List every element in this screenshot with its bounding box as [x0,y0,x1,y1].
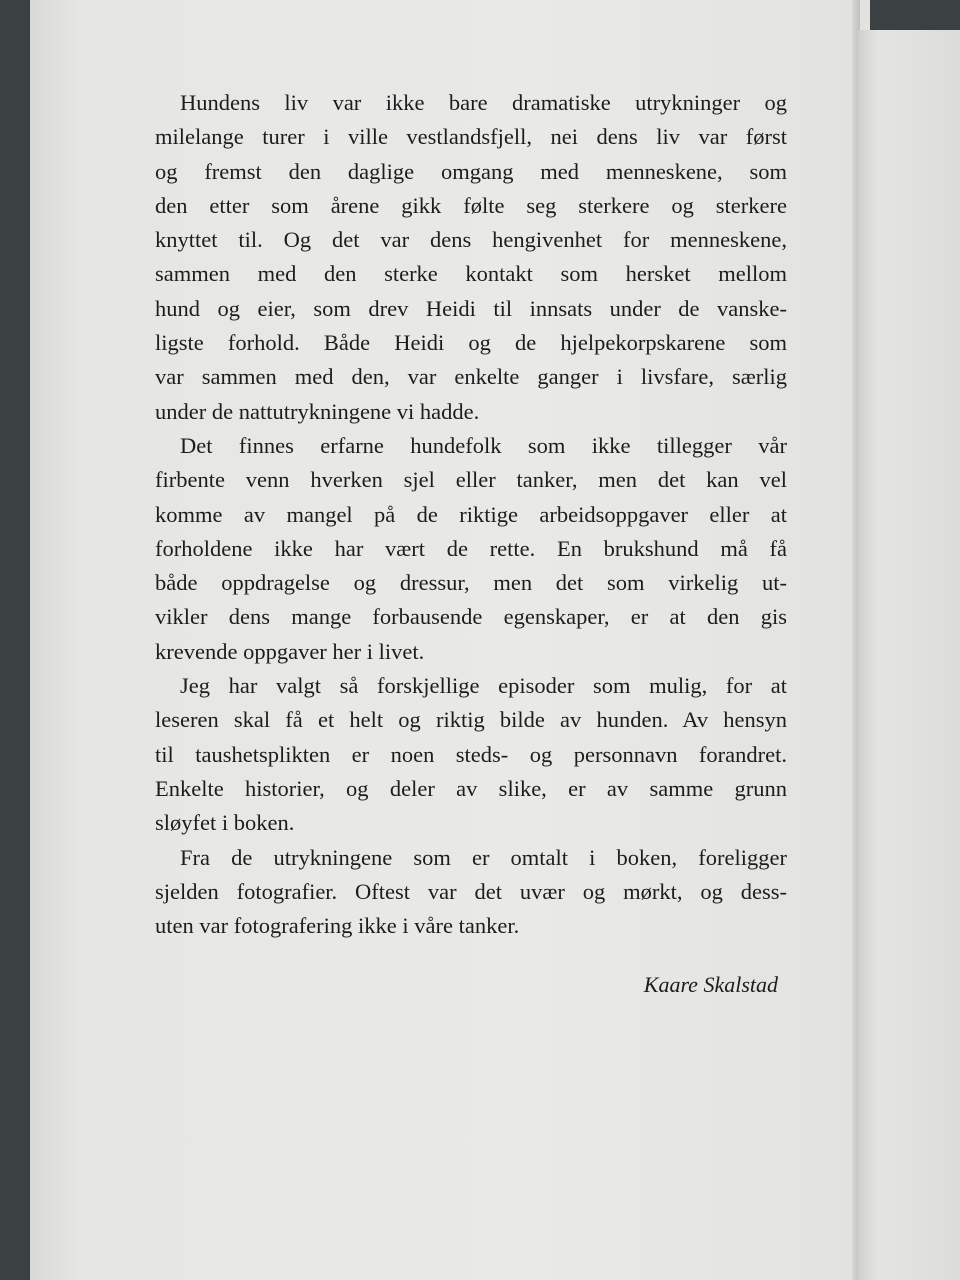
text-line: Jeg har valgt så forskjellige episoder som mulig, for at [180,673,787,699]
body-text [155,86,787,943]
text-line: hund og eier, som drev Heidi til innsats under de vanske- [155,295,787,321]
text-line: var sammen med den, var enkelte ganger i livsfare, særlig [155,364,787,390]
text-line: milelange turer i ville vestlandsfjell, nei dens liv var først [155,124,787,150]
text-line: Hundens liv var ikke bare dramatiske utrykninger og [180,90,787,115]
text-line: både oppdragelse og dressur, men det som virkelig ut- [155,570,787,596]
page-edges [858,30,960,1280]
text-line: den etter som årene gikk følte seg sterkere og sterkere [155,192,787,218]
text-line: uten var fotografering ikke i våre tanker. [155,913,520,939]
paragraph-4 [155,841,787,944]
text-line: Fra de utrykningene som er omtalt i boken, foreligger [180,844,787,870]
text-line: under de nattutrykningene vi hadde. [155,398,480,424]
text-line: komme av mangel på de riktige arbeidsoppgaver eller at [155,501,787,527]
text-line: vikler dens mange forbausende egenskaper, er at den gis [155,604,787,630]
text-line: til taushetsplikten er noen steds- og personnavn forandret. [155,741,787,767]
author-signature: Kaare Skalstad [643,972,778,997]
paragraph-2 [155,429,787,669]
text-line: og fremst den daglige omgang med menneskene, som [155,158,787,184]
text-line: Enkelte historier, og deler av slike, er av samme grunn [155,775,787,801]
paragraph-1 [155,86,787,429]
text-line: Det finnes erfarne hundefolk som ikke tillegger vår [180,432,787,458]
text-line: sløyfet i boken. [155,810,295,836]
paragraph-3 [155,669,787,840]
text-line: ligste forhold. Både Heidi og de hjelpekorpskarene som [155,330,787,356]
text-line: sjelden fotografier. Oftest var det uvær og mørkt, og dess- [155,878,787,904]
text-line: firbente venn hverken sjel eller tanker, men det kan vel [155,467,787,493]
text-line: krevende oppgaver her i livet. [155,638,425,664]
text-line: knyttet til. Og det var dens hengivenhet for menneskene, [155,227,787,253]
text-line: forholdene ikke har vært de rette. En brukshund må få [155,535,787,561]
text-line: leseren skal få et helt og riktig bilde av hunden. Av hensyn [155,707,787,733]
text-line: sammen med den sterke kontakt som hersket mellom [155,261,787,287]
